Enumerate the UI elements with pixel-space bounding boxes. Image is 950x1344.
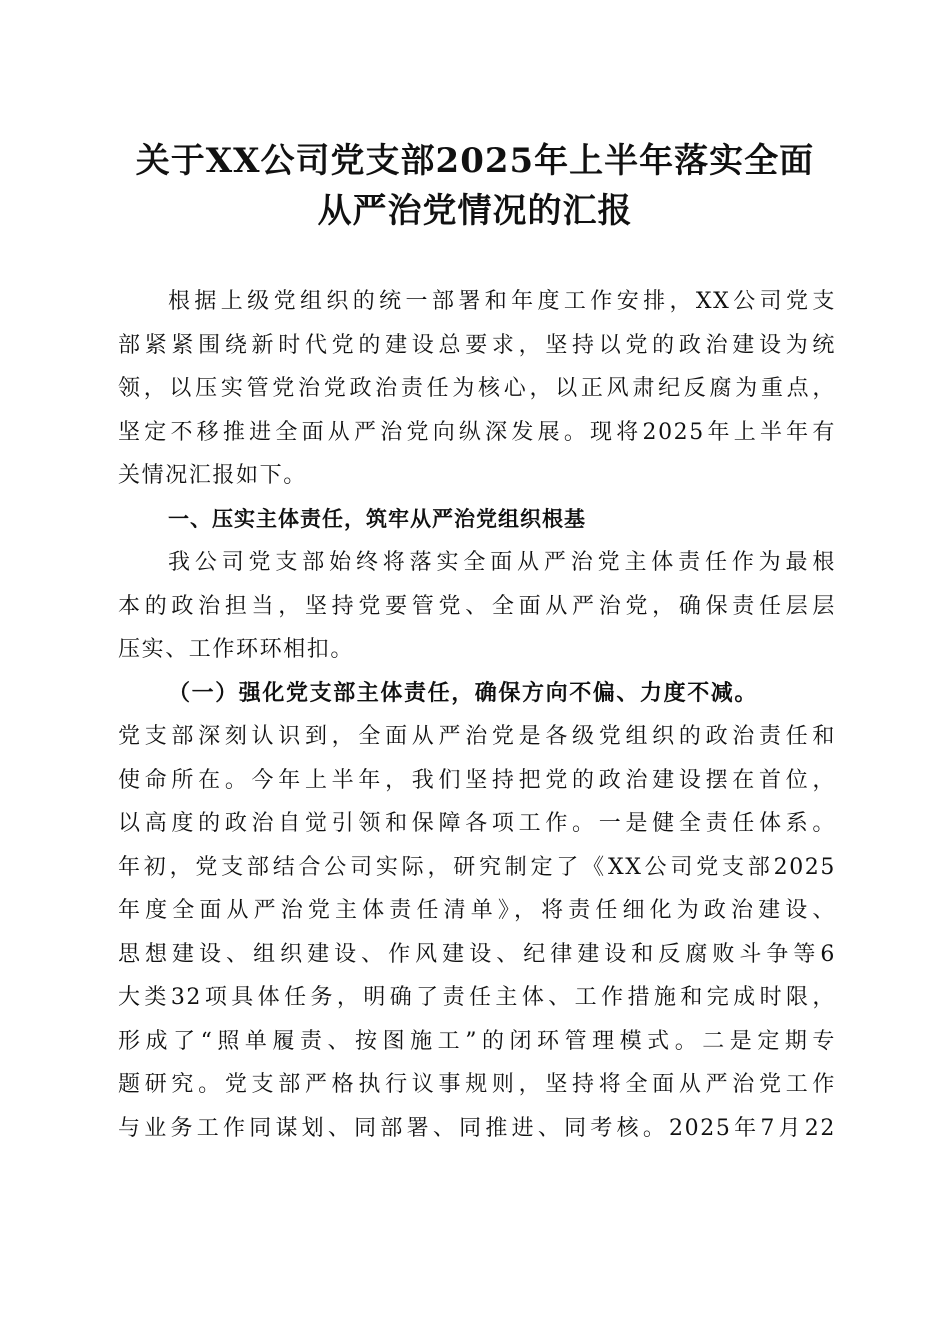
text-line: 关情况汇报如下。	[118, 463, 307, 488]
section-heading-1	[118, 498, 836, 542]
text-line: 领，以压实管党治党政治责任为核心，以正风肃纪反腐为重点，	[118, 376, 836, 401]
text-line: 根据上级党组织的统一部署和年度工作安排，XX公司党支	[168, 289, 836, 314]
text-line: 压实、工作环环相扣。	[118, 637, 355, 662]
text-line: 坚定不移推进全面从严治党向纵深发展。现将2025年上半年有	[118, 419, 836, 445]
text-line: 党支部深刻认识到，全面从严治党是各级党组织的政治责任和	[118, 724, 836, 749]
title-line-1: 关于XX公司党支部2025年上半年落实全面	[135, 141, 815, 181]
document-body	[118, 280, 836, 1150]
text-line: 形成了“照单履责、按图施工”的闭环管理模式。二是定期专	[118, 1028, 836, 1054]
text-line: 年度全面从严治党主体责任清单》，将责任细化为政治建设、	[118, 898, 836, 923]
text-line: 思想建设、组织建设、作风建设、纪律建设和反腐败斗争等6	[118, 941, 836, 967]
heading-text: 一、压实主体责任，筑牢从严治党组织根基	[168, 506, 586, 531]
text-line: 题研究。党支部严格执行议事规则，坚持将全面从严治党工作	[118, 1072, 836, 1097]
text-line: 我公司党支部始终将落实全面从严治党主体责任作为最根	[168, 550, 836, 575]
text-line: 年初，党支部结合公司实际，研究制定了《XX公司党支部2025	[118, 854, 836, 880]
document-title	[100, 136, 850, 236]
text-line: 本的政治担当，坚持党要管党、全面从严治党，确保责任层层	[118, 593, 836, 619]
text-line: 使命所在。今年上半年，我们坚持把党的政治建设摆在首位，	[118, 767, 836, 793]
text-line: 部紧紧围绕新时代党的建设总要求，坚持以党的政治建设为统	[118, 332, 836, 358]
text-line: 以高度的政治自觉引领和保障各项工作。一是健全责任体系。	[118, 811, 836, 836]
paragraph-subsection-1	[118, 672, 836, 1151]
paragraph-intro	[118, 280, 836, 498]
title-line-2: 从严治党情况的汇报	[317, 191, 633, 231]
paragraph-section-1-intro	[118, 541, 836, 672]
text-line: 大类32项具体任务，明确了责任主体、工作措施和完成时限，	[118, 985, 836, 1010]
subheading-text: （一）强化党支部主体责任，确保方向不偏、力度不减。	[168, 679, 759, 706]
text-line: 与业务工作同谋划、同部署、同推进、同考核。2025年7月22	[118, 1115, 836, 1141]
